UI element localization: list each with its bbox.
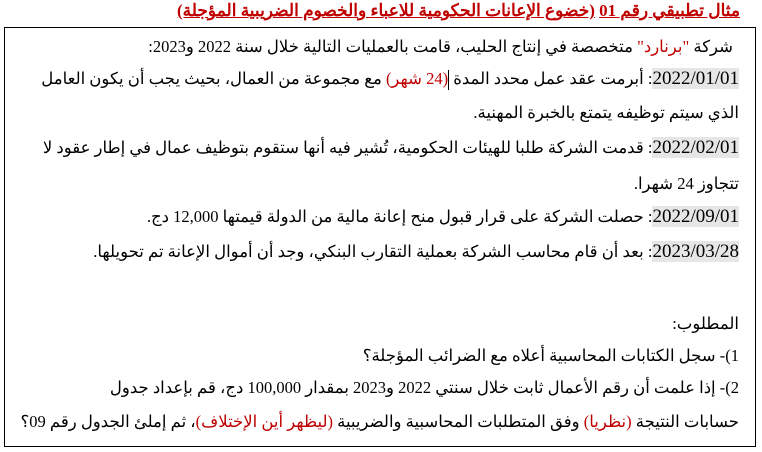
question-text: ، ثم إملئ الجدول رقم 09؟ — [20, 412, 196, 431]
exercise-number: مثال تطبيقي رقم 01 — [599, 1, 740, 20]
question-2 — [21, 373, 739, 403]
question-emphasis: (ليظهر أين الإختلاف) — [195, 412, 333, 431]
operation-1-continuation — [21, 98, 739, 128]
continuation-text: الذي سيتم توظيفه يتمتع بالخبرة المهنية. — [473, 103, 739, 122]
question-text: 1)- سجل الكتابات المحاسبية أعلاه مع الضرائب المؤجلة؟ — [362, 346, 739, 365]
question-text: وفق المتطلبات المحاسبية والضريبية — [332, 412, 584, 431]
intro-text-end: متخصصة في إنتاج الحليب، قامت بالعمليات التالية خلال سنة 2022 و2023: — [148, 37, 638, 56]
question-text: حسابات النتيجة — [631, 412, 739, 431]
operation-text-end: مع مجموعة من العمال، بحيث يجب أن يكون العامل — [41, 69, 386, 88]
required-heading — [21, 309, 739, 339]
question-text: 2)- إذا علمت أن رقم الأعمال ثابت خلال سنتي 2022 و2023 بمقدار 100,000 دج، قم بإعداد جدول — [109, 378, 739, 397]
exercise-box — [4, 27, 756, 447]
heading-text: المطلوب: — [672, 314, 739, 333]
operation-date: 2022/01/01 — [652, 68, 739, 89]
operation-date: 2022/09/01 — [652, 206, 739, 227]
exercise-subject: (خضوع الإعانات الحكومية للاعباء والخصوم الضريبية المؤجلة) — [177, 1, 595, 20]
operation-2 — [21, 133, 739, 163]
operation-1 — [21, 64, 739, 94]
question-1 — [21, 341, 739, 371]
operation-text: : بعد أن قام محاسب الشركة بعملية التقارب البنكي، وجد أن أموال الإعانة تم تحويلها. — [93, 242, 653, 261]
operation-text: : حصلت الشركة على قرار قبول منح إعانة مالية من الدولة قيمتها 12,000 دج. — [146, 207, 653, 226]
operation-date: 2023/03/28 — [652, 241, 739, 262]
intro-text: شركة — [689, 37, 733, 56]
operation-4 — [21, 237, 739, 267]
operation-date: 2022/02/01 — [652, 137, 739, 158]
question-emphasis: (نظريا) — [583, 412, 632, 431]
continuation-text: تتجاوز 24 شهرا. — [633, 174, 739, 193]
intro-line — [21, 32, 733, 62]
question-2-continuation — [21, 407, 739, 437]
operation-text: : أبرمت عقد عمل محدد المدة — [449, 69, 653, 88]
company-name: "برنارد" — [637, 37, 690, 56]
operation-duration: (24 شهر) — [385, 69, 449, 88]
operation-text: : قدمت الشركة طلبا للهيئات الحكومية، تُشير فيه أنها ستقوم بتوظيف عمال في إطار عقود لا — [42, 138, 653, 157]
exercise-title — [177, 0, 740, 22]
operation-3 — [21, 202, 739, 232]
operation-2-continuation — [21, 169, 739, 199]
